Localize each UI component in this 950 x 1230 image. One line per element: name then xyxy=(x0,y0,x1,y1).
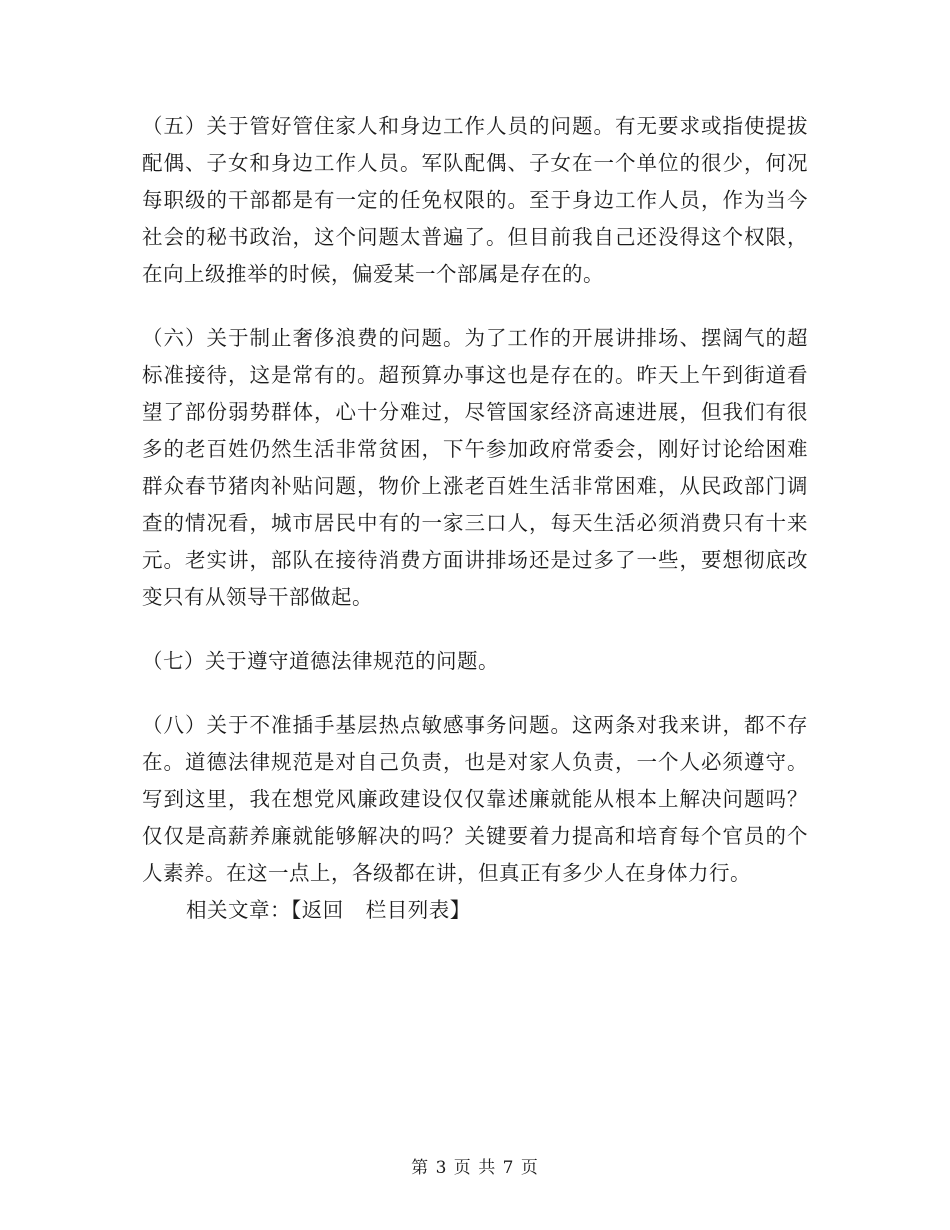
paragraph-5: （五）关于管好管住家人和身边工作人员的问题。有无要求或指使提拔配偶、子女和身边工作人员。军队配偶、子女在一个单位的很少，何况每职级的干部都是有一定的任免权限的。至于身边工作人员，作为当今社会的秘书政治，这个问题太普遍了。但目前我自己还没得这个权限，在向上级推举的时候，偏爱某一个部属是存在的。 xyxy=(142,114,808,286)
related-label: 相关文章： xyxy=(186,898,291,922)
back-link[interactable]: 返回 xyxy=(301,898,344,922)
open-bracket: 【 xyxy=(291,898,302,922)
document-body xyxy=(142,108,808,929)
close-bracket: 】 xyxy=(449,898,471,922)
paragraph-8: （八）关于不准插手基层热点敏感事务问题。这两条对我来讲，都不存在。道德法律规范是对自己负责，也是对家人负责，一个人必须遵守。写到这里，我在想党风廉政建设仅仅靠述廉就能从根本上解决问题吗？仅仅是高薪养廉就能够解决的吗？关键要着力提高和培育每个官员的个人素养。在这一点上，各级都在讲，但真正有多少人在身体力行。 xyxy=(142,713,808,885)
page-number: 第 3 页 共 7 页 xyxy=(411,1158,539,1178)
paragraph-6: （六）关于制止奢侈浪费的问题。为了工作的开展讲排场、摆阔气的超标准接待，这是常有的。超预算办事这也是存在的。昨天上午到街道看望了部份弱势群体，心十分难过，尽管国家经济高速进展，但我们有很多的老百姓仍然生活非常贫困，下午参加政府常委会，刚好讨论给困难群众春节猪肉补贴问题，物价上涨老百姓生活非常困难，从民政部门调查的情况看，城市居民中有的一家三口人，每天生活必须消费只有十来元。老实讲，部队在接待消费方面讲排场还是过多了一些，要想彻底改变只有从领导干部做起。 xyxy=(142,326,808,609)
paragraph-7: （七）关于遵守道德法律规范的问题。 xyxy=(142,649,499,673)
column-list-link[interactable]: 栏目列表 xyxy=(365,898,450,922)
related-articles xyxy=(142,892,808,929)
page-footer xyxy=(0,1153,950,1178)
